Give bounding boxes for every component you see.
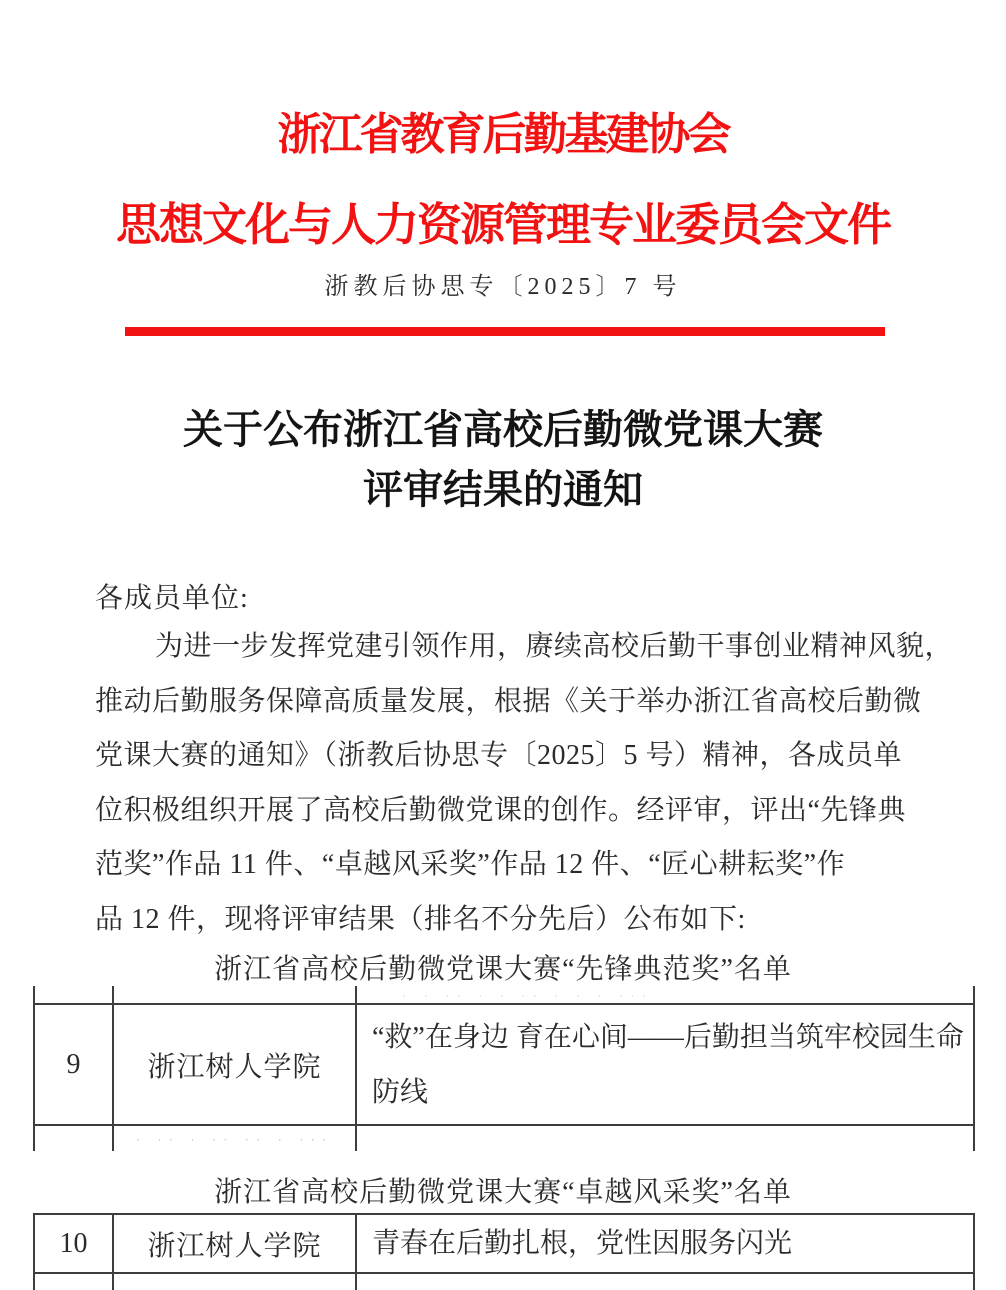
letterhead-red-rule bbox=[125, 327, 885, 336]
cell-unit bbox=[112, 1274, 355, 1290]
cell-number bbox=[35, 1274, 112, 1290]
table-row-partial bbox=[35, 1274, 973, 1290]
cell-work: 青春在后勤扎根，党性因服务闪光 bbox=[355, 1215, 973, 1272]
cell-work bbox=[355, 1274, 973, 1290]
award-heading-excellence: 浙江省高校后勤微党课大赛“卓越风采奖”名单 bbox=[214, 1177, 792, 1208]
cell-unit bbox=[112, 986, 355, 1003]
paragraph-line: 品 12 件，现将评审结果（排名不分先后）公布如下: bbox=[95, 903, 746, 935]
table-row-partial bbox=[35, 986, 973, 1005]
cell-number bbox=[35, 1126, 112, 1151]
cell-work: “救”在身边 育在心间——后勤担当筑牢校园生命防线 bbox=[355, 1005, 973, 1124]
award-table-pioneer bbox=[33, 986, 975, 1151]
paragraph-line: 党课大赛的通知》（浙教后协思专〔2025〕5 号）精神，各成员单 bbox=[95, 740, 903, 771]
document-number: 浙教后协思专〔2025〕7 号 bbox=[324, 274, 682, 300]
award-table-excellence bbox=[33, 1213, 975, 1290]
cell-work bbox=[355, 986, 973, 1003]
paragraph-line: 推动后勤服务保障高质量发展，根据《关于举办浙江省高校后勤微 bbox=[95, 685, 922, 717]
cell-number bbox=[35, 986, 112, 1003]
letterhead-org-name: 浙江省教育后勤基建协会 bbox=[277, 110, 729, 159]
cell-unit: 浙江树人学院 bbox=[112, 1215, 355, 1272]
cell-unit bbox=[112, 1126, 355, 1151]
salutation: 各成员单位: bbox=[95, 583, 249, 614]
cell-number: 9 bbox=[66, 1048, 81, 1080]
document-title-line1: 关于公布浙江省高校后勤微党课大赛 bbox=[183, 407, 823, 452]
paragraph-line: 为进一步发挥党建引领作用，赓续高校后勤干事创业精神风貌， bbox=[155, 631, 954, 662]
table-row-partial bbox=[35, 1126, 973, 1151]
letterhead-committee-name: 思想文化与人力资源管理专业委员会文件 bbox=[115, 199, 890, 250]
cell-number: 10 bbox=[59, 1227, 88, 1259]
paragraph-line: 范奖”作品 11 件、“卓越风采奖”作品 12 件、“匠心耕耘奖”作 bbox=[95, 849, 846, 880]
cell-unit: 浙江树人学院 bbox=[112, 1005, 355, 1124]
award-heading-pioneer: 浙江省高校后勤微党课大赛“先锋典范奖”名单 bbox=[214, 954, 792, 985]
clipped-text-remnant: · ·· · ·· ·· · ··· bbox=[135, 1132, 334, 1147]
cell-work bbox=[355, 1126, 973, 1151]
clipped-text-remnant: · · ·· · · ·· · · · ··· bbox=[402, 988, 653, 1003]
table-row bbox=[35, 1005, 973, 1126]
body-paragraph bbox=[95, 630, 954, 957]
paragraph-line: 位积极组织开展了高校后勤微党课的创作。经评审，评出“先锋典 bbox=[95, 794, 906, 826]
table-row bbox=[35, 1215, 973, 1274]
document-title-line2: 评审结果的通知 bbox=[363, 467, 643, 512]
